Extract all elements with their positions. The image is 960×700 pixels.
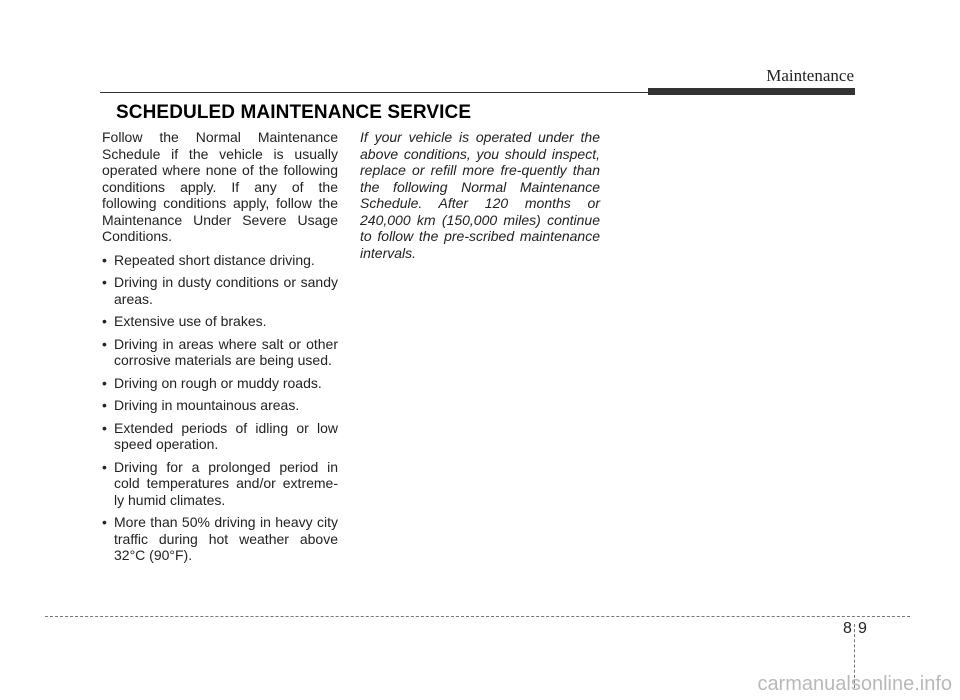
list-item <box>102 459 338 509</box>
bullet-icon: • <box>102 251 107 268</box>
bullet-icon: • <box>102 514 107 530</box>
list-item <box>102 420 338 453</box>
list-item-text: Driving on rough or muddy roads. <box>114 374 322 391</box>
bullet-icon: • <box>102 458 107 475</box>
list-item <box>102 274 338 307</box>
left-column <box>102 129 338 570</box>
list-item <box>102 375 338 392</box>
list-item-text: Extensive use of brakes. <box>114 313 267 329</box>
page-title: SCHEDULED MAINTENANCE SERVICE <box>116 102 472 123</box>
chapter-number: 8 <box>843 620 852 637</box>
severe-usage-note: If your vehicle is operated under the above conditions, you should inspect, replace or refill more fre-quently than the following Normal Maintenance Schedule. After 120 months or 240,000 km (150,000 miles) continue to follow the pre-scribed maintenance intervals. <box>360 129 600 261</box>
list-item-text: Driving for a prolonged period in cold temperatures and/or extreme-ly humid climates. <box>114 458 338 508</box>
list-item-text: Driving in mountainous areas. <box>114 397 300 413</box>
list-item <box>102 514 338 564</box>
bullet-icon: • <box>102 419 107 436</box>
watermark: carmanualsonline.info <box>757 673 952 695</box>
list-item-text: Repeated short distance driving. <box>114 251 315 268</box>
list-item-text: Extended periods of idling or low speed operation. <box>114 419 338 452</box>
list-item-text: Driving in dusty conditions or sandy areas. <box>114 274 338 307</box>
page-number-value: 9 <box>858 620 867 637</box>
list-item <box>102 252 338 269</box>
bullet-icon: • <box>102 313 107 329</box>
footer-rule <box>45 616 910 617</box>
conditions-list <box>102 252 338 564</box>
list-item <box>102 336 338 369</box>
bullet-icon: • <box>102 374 107 391</box>
header-rule-thick <box>648 88 855 95</box>
intro-paragraph: Follow the Normal Maintenance Schedule if the vehicle is usually operated where none of the following conditions apply. If any of the following conditions apply, follow the Maintenance Under Severe Usage Conditions. <box>102 129 338 244</box>
bullet-icon: • <box>102 335 107 352</box>
list-item <box>102 313 338 330</box>
list-item-text: Driving in areas where salt or other corrosive materials are being used. <box>114 335 338 368</box>
bullet-icon: • <box>102 397 107 413</box>
list-item-text: More than 50% driving in heavy city traffic during hot weather above 32°C (90°F). <box>114 514 338 563</box>
bullet-icon: • <box>102 274 107 290</box>
list-item <box>102 397 338 414</box>
section-header: Maintenance <box>766 66 854 85</box>
header-rule-thin <box>100 92 648 93</box>
